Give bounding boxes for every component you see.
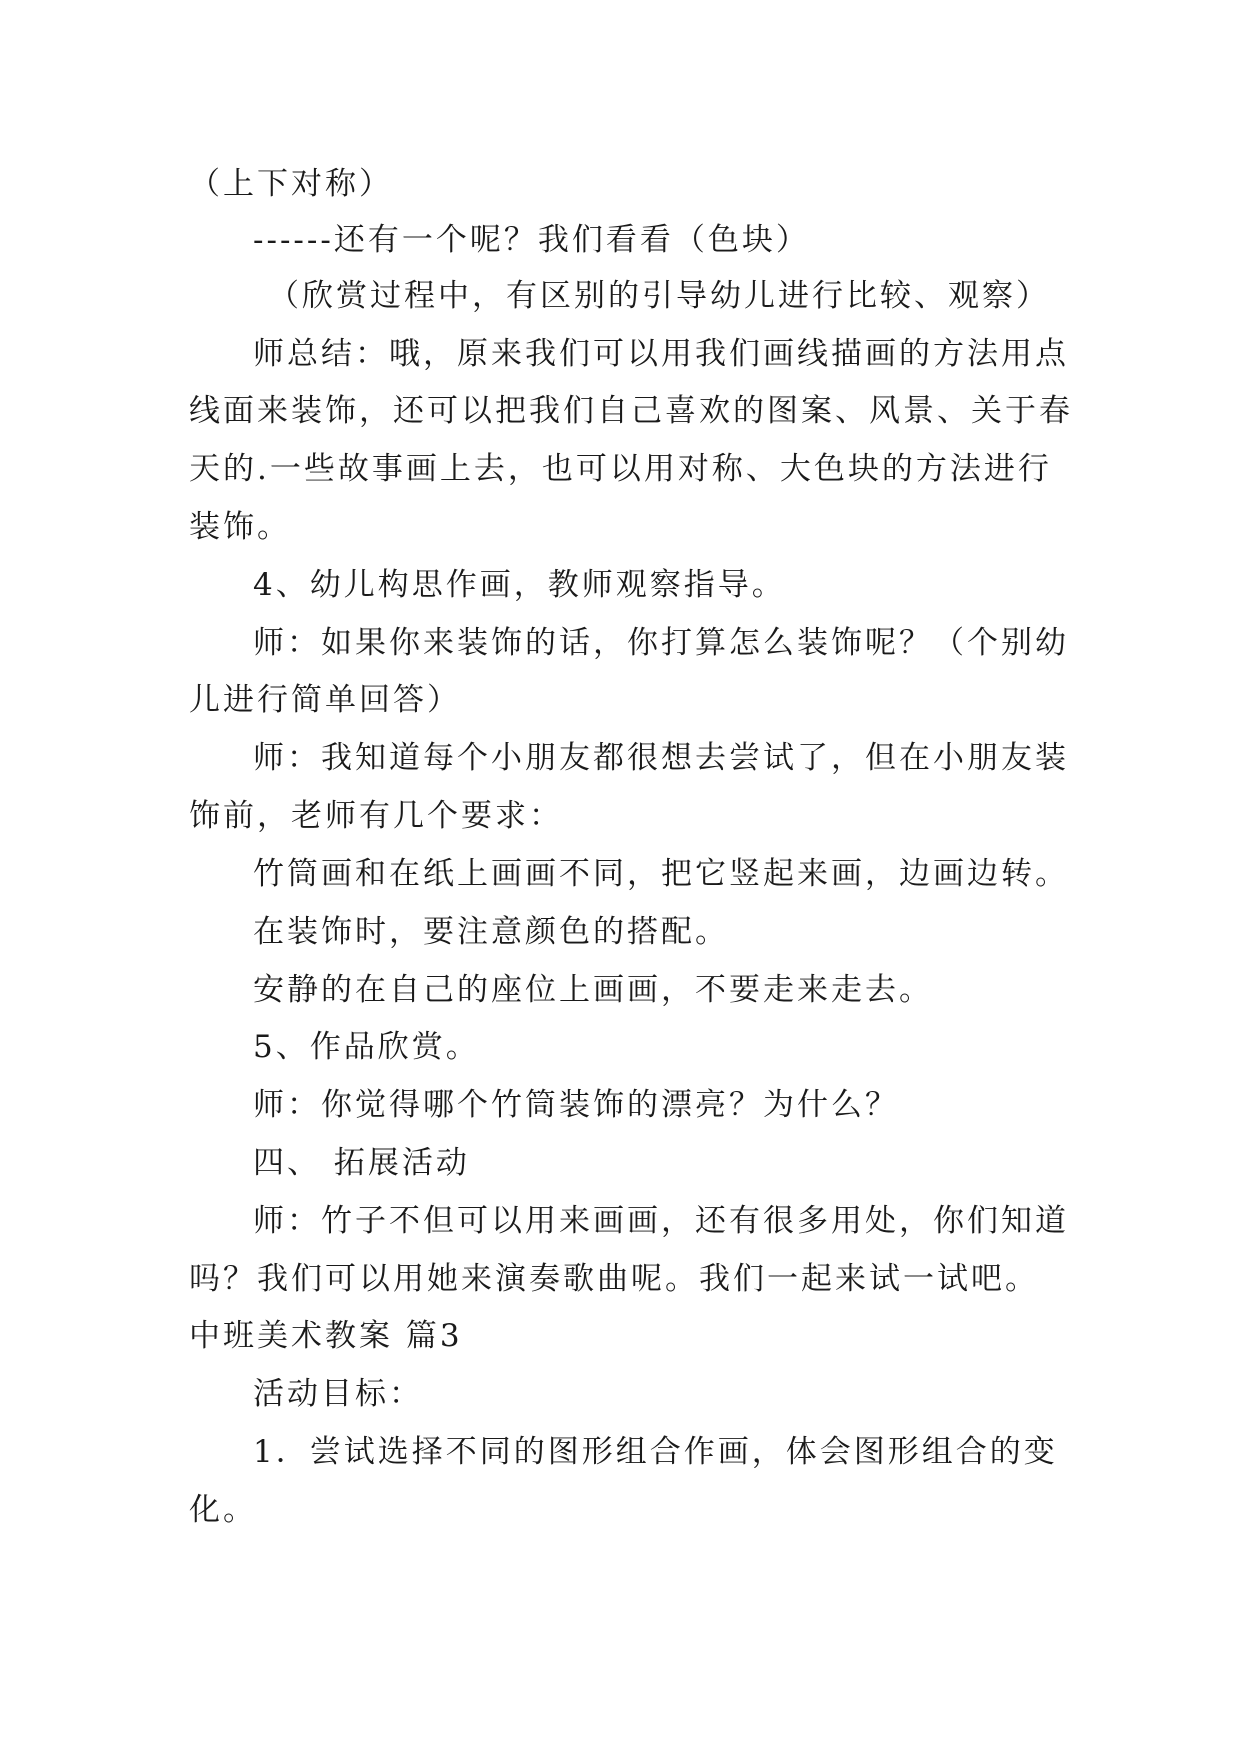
text-line-question-2: 儿进行简单回答）: [189, 682, 461, 718]
text-line-rule-2: 在装饰时，要注意颜色的搭配。: [253, 914, 729, 950]
text-line-goals: 活动目标：: [253, 1376, 423, 1412]
text-line-summary-1: 师总结：哦，原来我们可以用我们画线描画的方法用点: [253, 336, 1069, 372]
text-line-step-5: 5、作品欣赏。: [253, 1029, 480, 1065]
text-line-symmetry: （上下对称）: [189, 166, 393, 202]
text-line-color-block: ------还有一个呢？我们看看（色块）: [253, 222, 810, 258]
text-line-rule-1: 竹筒画和在纸上画画不同，把它竖起来画，边画边转。: [253, 856, 1069, 892]
text-line-summary-4: 装饰。: [189, 509, 291, 545]
text-line-rule-3: 安静的在自己的座位上画画，不要走来走去。: [253, 972, 933, 1008]
text-line-step-4: 4、幼儿构思作画，教师观察指导。: [253, 567, 786, 603]
text-line-summary-3: 天的.一些故事画上去，也可以用对称、大色块的方法进行: [189, 451, 1052, 487]
text-line-goal-1: 1．尝试选择不同的图形组合作画，体会图形组合的变: [253, 1434, 1058, 1470]
text-line-requirements-1: 师：我知道每个小朋友都很想去尝试了，但在小朋友装: [253, 740, 1069, 776]
text-line-question-1: 师：如果你来装饰的话，你打算怎么装饰呢？（个别幼: [253, 625, 1069, 661]
text-line-appreciation: （欣赏过程中，有区别的引导幼儿进行比较、观察）: [268, 278, 1050, 314]
text-line-requirements-2: 饰前，老师有几个要求：: [189, 798, 563, 834]
text-line-section-4: 四、 拓展活动: [253, 1145, 470, 1181]
text-line-goal-1-cont: 化。: [189, 1492, 257, 1528]
text-line-question-3: 师：你觉得哪个竹筒装饰的漂亮？为什么？: [253, 1087, 899, 1123]
section-heading: 中班美术教案 篇3: [189, 1318, 463, 1354]
text-line-bamboo-2: 吗？我们可以用她来演奏歌曲呢。我们一起来试一试吧。: [189, 1261, 1039, 1297]
text-line-bamboo-1: 师：竹子不但可以用来画画，还有很多用处，你们知道: [253, 1203, 1069, 1239]
text-line-summary-2: 线面来装饰，还可以把我们自己喜欢的图案、风景、关于春: [189, 393, 1073, 429]
